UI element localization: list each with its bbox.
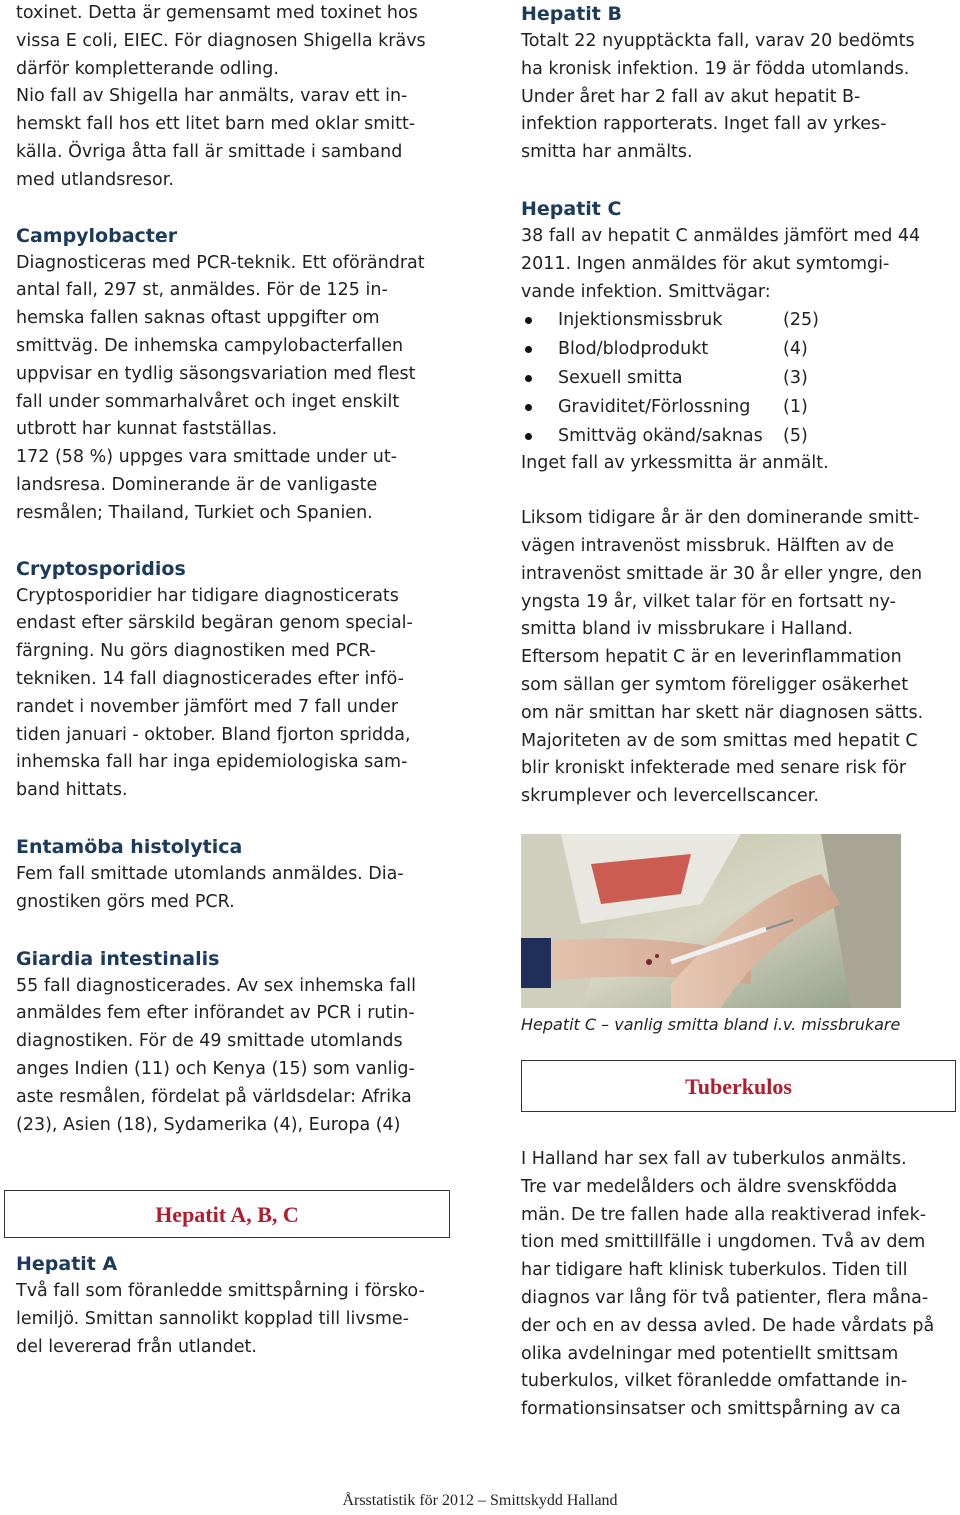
text-line: anges Indien (11) och Kenya (15) som vanlig- (16, 1058, 415, 1079)
text-line: yngsta 19 år, vilket talar för en fortsatt ny- (521, 591, 896, 612)
transmission-route-item (521, 422, 953, 451)
text-line: gnostiken görs med PCR. (16, 891, 235, 912)
text-line: Under året har 2 fall av akut hepatit B- (521, 86, 861, 107)
hepatit-c-text (521, 223, 953, 306)
text-line: källa. Övriga åtta fall är smittade i samband (16, 141, 403, 162)
text-line: Totalt 22 nyupptäckta fall, varav 20 bedömts (521, 31, 915, 51)
text-line: tion med smittillfälle i ungdomen. Två av dem (521, 1232, 926, 1253)
shigella-continued-text (16, 0, 448, 195)
text-line: tuberkulos, vilket föranledde omfattande in- (521, 1371, 908, 1392)
text-line: infektion rapporterats. Inget fall av yrkes- (521, 114, 887, 135)
hepatit-c-discussion (521, 505, 953, 811)
tuberkulos-section (521, 1146, 953, 1424)
hepatit-c-heading: Hepatit C (521, 197, 622, 220)
text-line: diagnostiken. För de 49 smittade utomlands (16, 1031, 403, 1052)
text-line: hemska fallen saknas oftast uppgifter om (16, 308, 380, 329)
text-line: lemiljö. Smittan sannolikt kopplad till livsme- (16, 1308, 409, 1329)
left-column (16, 0, 448, 1139)
transmission-route-item (521, 393, 953, 422)
text-line: smitta har anmälts. (521, 142, 693, 163)
hepatit-b-text (521, 28, 953, 167)
text-line: hemskt fall hos ett litet barn med oklar smitt- (16, 114, 416, 135)
text-line: om när smittan har skett när diagnosen sätts. (521, 702, 924, 723)
text-line: 55 fall diagnosticerades. Av sex inhemska fall (16, 975, 416, 996)
text-line: har tidigare haft klinisk tuberkulos. Tiden till (521, 1260, 908, 1281)
route-label: Sexuell smitta (558, 367, 683, 388)
text-line: Två fall som föranledde smittspårning i försko- (16, 1281, 425, 1301)
bullet-icon (525, 346, 532, 353)
text-line: Diagnosticeras med PCR-teknik. Ett oförändrat (16, 252, 425, 273)
text-line: därför kompletterande odling. (16, 58, 279, 79)
text-line: uppvisar en tydlig säsongsvariation med flest (16, 363, 416, 384)
route-count: (25) (783, 310, 819, 331)
photo-caption: Hepatit C – vanlig smitta bland i.v. missbrukare (521, 1015, 901, 1034)
route-label: Blod/blodprodukt (558, 339, 709, 360)
text-line: tiden januari - oktober. Bland fjorton spridda, (16, 724, 411, 745)
text-line: I Halland har sex fall av tuberkulos anmälts. (521, 1149, 907, 1169)
page-footer: Årsstatistik för 2012 – Smittskydd Halland (342, 1492, 618, 1509)
text-line: vande infektion. Smittvägar: (521, 281, 771, 302)
text-line: Liksom tidigare år är den dominerande smitt- (521, 508, 920, 529)
text-line: blir kroniskt infekterade med senare risk för (521, 758, 907, 779)
route-label: Injektionsmissbruk (558, 310, 723, 331)
route-count: (5) (783, 425, 808, 446)
giardia-heading: Giardia intestinalis (16, 947, 220, 970)
route-label: Graviditet/Förlossning (558, 396, 751, 417)
text-line: anmäldes fem efter införandet av PCR i rutin- (16, 1003, 415, 1024)
text-line: som sällan ger symtom föreligger osäkerhet (521, 674, 909, 695)
text-line: Tre var medelålders och äldre svenskfödda (521, 1176, 898, 1197)
text-line: landsresa. Dominerande är de vanligaste (16, 474, 378, 495)
text-line: smittväg. De inhemska campylobacterfallen (16, 335, 404, 356)
tuberkulos-text (521, 1146, 953, 1424)
text-line: vissa E coli, EIEC. För diagnosen Shigella krävs (16, 30, 426, 51)
text-line: inhemska fall har inga epidemiologiska sam- (16, 752, 408, 773)
text-line: 2011. Ingen anmäldes för akut symtomgi- (521, 253, 890, 274)
text-line: intravenöst smittade är 30 år eller yngre, den (521, 563, 923, 584)
transmission-routes-list (521, 306, 953, 450)
entamoba-heading: Entamöba histolytica (16, 835, 243, 858)
text-line: vägen intravenöst missbruk. Hälften av de (521, 535, 895, 556)
text-line: olika avdelningar med potentiellt smittsam (521, 1343, 899, 1364)
text-line: toxinet. Detta är gemensamt med toxinet hos (16, 3, 418, 23)
text-line: Fem fall smittade utomlands anmäldes. Dia- (16, 863, 404, 884)
text-line: der och en av dessa avled. De hade vårdats på (521, 1315, 935, 1336)
text-line: Cryptosporidier har tidigare diagnosticerats (16, 585, 399, 606)
text-line: formationsinsatser och smittspårning av ca (521, 1399, 901, 1420)
text-line: endast efter särskild begäran genom special- (16, 613, 413, 634)
bullet-icon (525, 317, 532, 324)
text-line: 172 (58 %) uppges vara smittade under ut- (16, 447, 398, 468)
transmission-route-item (521, 335, 953, 364)
text-line: diagnos var lång för två patienter, flera måna- (521, 1287, 929, 1308)
text-line: tekniken. 14 fall diagnosticerades efter infö- (16, 668, 404, 689)
route-count: (4) (783, 339, 808, 360)
text-line: (23), Asien (18), Sydamerika (4), Europa (4) (16, 1114, 401, 1135)
injection-photo (521, 834, 901, 1008)
tuberkulos-section-box: Tuberkulos (521, 1060, 956, 1112)
hepatit-b-heading: Hepatit B (521, 3, 622, 25)
text-line: med utlandsresor. (16, 169, 174, 190)
hepatit-a-text (16, 1278, 448, 1361)
cryptosporidios-heading: Cryptosporidios (16, 557, 186, 580)
right-column (521, 0, 953, 811)
hepatit-abc-section-box: Hepatit A, B, C (4, 1190, 450, 1238)
bullet-icon (525, 433, 532, 440)
text-line: Majoriteten av de som smittas med hepatit C (521, 730, 918, 751)
text-line: utbrott har kunnat fastställas. (16, 419, 278, 440)
text-line: smitta bland iv missbrukare i Halland. (521, 619, 854, 640)
hepatit-a-section (16, 1250, 448, 1361)
text-line: aste resmålen, fördelat på världsdelar: Afrika (16, 1086, 412, 1107)
cryptosporidios-text (16, 583, 448, 805)
text-line: skrumplever och levercellscancer. (521, 786, 819, 807)
text-line: antal fall, 297 st, anmäldes. För de 125 in- (16, 280, 388, 301)
text-line: 38 fall av hepatit C anmäldes jämfört med 44 (521, 225, 921, 246)
text-line: del levererad från utlandet. (16, 1336, 257, 1357)
campylobacter-heading: Campylobacter (16, 224, 178, 247)
text-line: band hittats. (16, 780, 128, 801)
bullet-icon (525, 375, 532, 382)
injection-photo-illustration (521, 834, 901, 1008)
hepatit-c-no-occupational: Inget fall av yrkessmitta är anmält. (521, 453, 829, 474)
campylobacter-text (16, 250, 448, 528)
text-line: ha kronisk infektion. 19 är födda utomlands. (521, 58, 910, 79)
text-line: randet i november jämfört med 7 fall under (16, 696, 399, 717)
route-count: (1) (783, 396, 808, 417)
bullet-icon (525, 404, 532, 411)
text-line: resmålen; Thailand, Turkiet och Spanien. (16, 502, 373, 523)
entamoba-text (16, 861, 448, 917)
text-line: fall under sommarhalvåret och inget enskilt (16, 391, 400, 412)
text-line: män. De tre fallen hade alla reaktiverad infek- (521, 1204, 927, 1225)
route-label: Smittväg okänd/saknas (558, 425, 763, 446)
transmission-route-item (521, 364, 953, 393)
transmission-route-item (521, 306, 953, 335)
text-line: färgning. Nu görs diagnostiken med PCR- (16, 641, 376, 662)
text-line: Nio fall av Shigella har anmälts, varav ett in- (16, 86, 408, 107)
route-count: (3) (783, 367, 808, 388)
text-line: Eftersom hepatit C är en leverinflammation (521, 647, 902, 668)
giardia-text (16, 973, 448, 1140)
hepatit-a-heading: Hepatit A (16, 1253, 118, 1275)
